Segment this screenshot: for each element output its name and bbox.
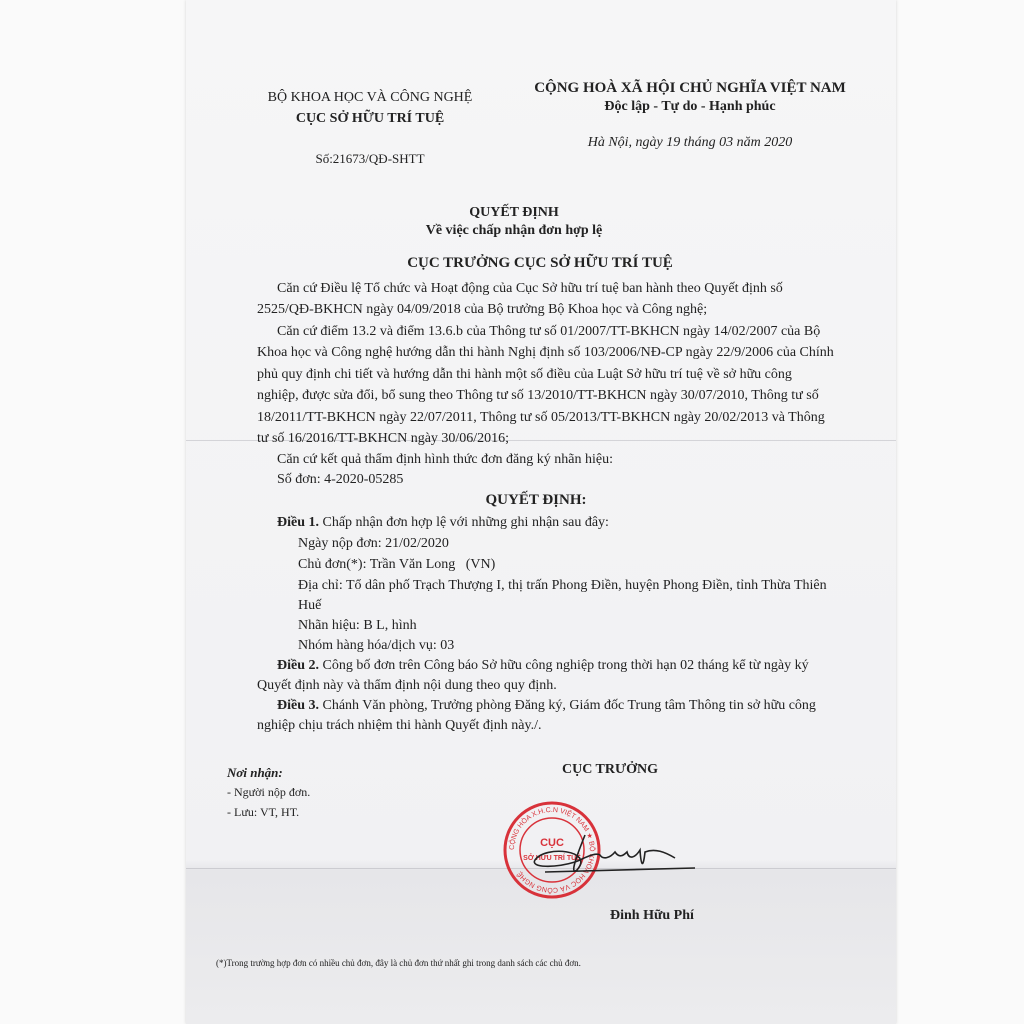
country-name: CỘNG HOÀ XÃ HỘI CHỦ NGHĨA VIỆT NAM (534, 80, 846, 96)
preamble-line: nghiệp, được sửa đổi, bổ sung theo Thông tư số 13/2010/TT-BKHCN ngày 30/07/2010, Thông tư số (257, 388, 819, 403)
article-2-cont: Quyết định này và thẩm định nội dung theo quy định. (257, 678, 557, 693)
preamble-line: Căn cứ kết quả thẩm định hình thức đơn đăng ký nhãn hiệu: (277, 452, 613, 467)
article-text: Công bố đơn trên Công báo Sở hữu công nghiệp trong thời hạn 02 tháng kể từ ngày ký (322, 658, 809, 673)
article-2 (277, 658, 809, 674)
svg-text:CỤC: CỤC (540, 837, 564, 849)
preamble-line: Căn cứ điểm 13.2 và điểm 13.6.b của Thông tư số 01/2007/TT-BKHCN ngày 14/02/2007 của Bộ (277, 324, 821, 339)
article-label: Điều 2. (277, 658, 319, 673)
document-subtitle: Về việc chấp nhận đơn hợp lệ (425, 223, 603, 238)
document-title: QUYẾT ĐỊNH (469, 205, 559, 220)
article-1 (277, 515, 609, 531)
address-cont: Huế (298, 598, 322, 613)
recipient-item: - Người nộp đơn. (227, 785, 311, 799)
applicant: Chủ đơn(*): Trần Văn Long (VN) (298, 557, 496, 572)
trademark: Nhãn hiệu: B L, hình (298, 618, 417, 633)
application-number: Số đơn: 4-2020-05285 (277, 472, 404, 487)
recipient-item: - Lưu: VT, HT. (227, 805, 300, 819)
motto: Độc lập - Tự do - Hạnh phúc (604, 99, 776, 114)
decision-heading: QUYẾT ĐỊNH: (485, 492, 587, 508)
article-text: Chánh Văn phòng, Trưởng phòng Đăng ký, Giám đốc Trung tâm Thông tin sở hữu công (322, 698, 816, 713)
preamble-line: 18/2011/TT-BKHCN ngày 22/07/2011, Thông tư số 05/2013/TT-BKHCN ngày 20/02/2013 và Thông (257, 410, 825, 425)
authority-title: CỤC TRƯỞNG CỤC SỞ HỮU TRÍ TUỆ (407, 255, 673, 271)
preamble-line: tư số 16/2016/TT-BKHCN ngày 30/06/2016; (257, 431, 510, 446)
preamble-line: Khoa học và Công nghệ hướng dẫn thi hành Nghị định số 103/2006/NĐ-CP ngày 22/9/2006 của Chính (257, 345, 834, 360)
article-text: Chấp nhận đơn hợp lệ với những ghi nhận sau đây: (322, 515, 609, 530)
document-number: Số:21673/QĐ-SHTT (315, 151, 425, 166)
svg-text:SỞ HỮU TRÍ TUỆ: SỞ HỮU TRÍ TUỆ (523, 855, 581, 862)
preamble-line: Căn cứ Điều lệ Tổ chức và Hoạt động của Cục Sở hữu trí tuệ ban hành theo Quyết định số (277, 281, 783, 296)
article-3 (277, 698, 816, 714)
stamp-outer-text: CỘNG HÒA X.H.C.N VIỆT NAM ★ BỘ KHOA HỌC VÀ CÔNG NGHỆ (508, 806, 596, 894)
article-label: Điều 3. (277, 698, 319, 713)
article-label: Điều 1. (277, 515, 319, 530)
preamble-line: 2525/QĐ-BKHCN ngày 04/09/2018 của Bộ trưởng Bộ Khoa học và Công nghệ; (257, 302, 708, 317)
preamble-line: phủ quy định chi tiết và hướng dẫn thi hành một số điều của Luật Sở hữu trí tuệ về sở hữu công (257, 367, 792, 382)
ministry-name: BỘ KHOA HỌC VÀ CÔNG NGHỆ (267, 90, 473, 105)
signer-title: CỤC TRƯỞNG (561, 762, 659, 777)
issue-date: Hà Nội, ngày 19 tháng 03 năm 2020 (587, 135, 793, 150)
recipients-label: Nơi nhận: (227, 765, 283, 780)
signature-scribble (515, 830, 715, 880)
address: Địa chỉ: Tổ dân phố Trạch Thượng I, thị trấn Phong Điền, huyện Phong Điền, tỉnh Thừa Thiên (298, 578, 827, 593)
office-name: CỤC SỞ HỮU TRÍ TUỆ (295, 111, 445, 126)
goods-class: Nhóm hàng hóa/dịch vụ: 03 (298, 638, 455, 653)
filing-date: Ngày nộp đơn: 21/02/2020 (298, 536, 449, 551)
signer-name: Đinh Hữu Phí (610, 908, 694, 923)
footnote: (*)Trong trường hợp đơn có nhiều chủ đơn, đây là chủ đơn thứ nhất ghi trong danh sách các chủ đơn. (216, 958, 581, 968)
article-3-cont: nghiệp chịu trách nhiệm thi hành Quyết định này./. (257, 718, 542, 733)
